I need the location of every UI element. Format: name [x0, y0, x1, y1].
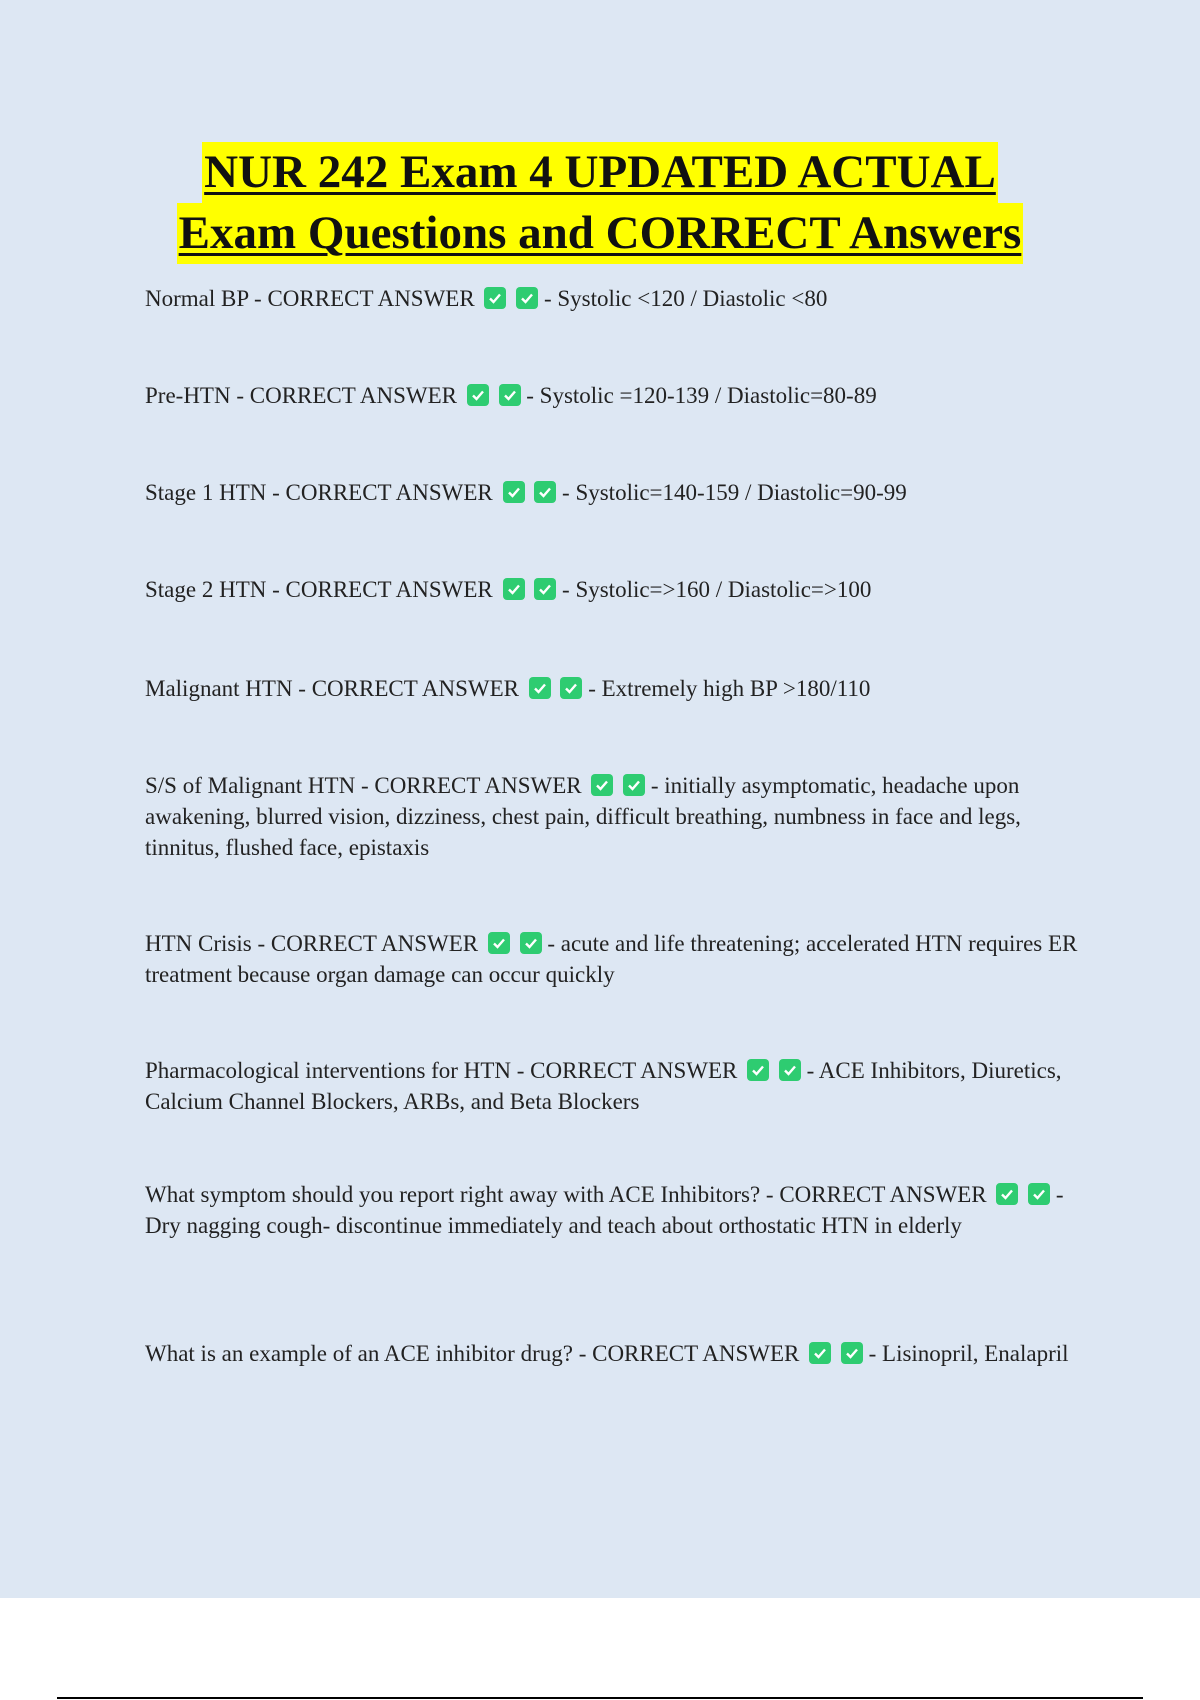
qa-item	[145, 770, 1090, 863]
check-mark-icon	[516, 287, 538, 309]
answer-text: - Systolic=140-159 / Diastolic=90-99	[562, 480, 907, 505]
answer-text: - Systolic <120 / Diastolic <80	[543, 286, 828, 311]
qa-item	[145, 928, 1090, 990]
answer-text: - Systolic=>160 / Diastolic=>100	[562, 577, 872, 602]
qa-item	[145, 673, 1090, 704]
check-mark-icon	[534, 481, 556, 503]
question-text: Malignant HTN - CORRECT ANSWER	[145, 676, 519, 701]
answer-text: - ACE Inhibitors, Diuretics, Calcium Channel Blockers, ARBs, and Beta Blockers	[145, 1058, 1062, 1114]
check-mark-icon	[591, 774, 613, 796]
check-mark-icon	[841, 1342, 863, 1364]
qa-item	[145, 283, 1090, 314]
check-mark-icon	[560, 677, 582, 699]
question-text: Stage 1 HTN - CORRECT ANSWER	[145, 480, 493, 505]
qa-item	[145, 380, 1090, 411]
check-mark-icon	[467, 384, 489, 406]
qa-item	[145, 574, 1090, 605]
qa-item	[145, 1179, 1090, 1241]
title-line-2: Exam Questions and CORRECT Answers	[177, 203, 1024, 264]
qa-item	[145, 1338, 1090, 1369]
check-mark-icon	[484, 287, 506, 309]
answer-text: - initially asymptomatic, headache upon awakening, blurred vision, dizziness, chest pain, difficult breathing, numbness in face and legs, tinnitus, flushed face, epistaxis	[145, 773, 1021, 860]
check-mark-icon	[503, 578, 525, 600]
check-mark-icon	[747, 1059, 769, 1081]
check-mark-icon	[623, 774, 645, 796]
answer-text: - Systolic =120-139 / Diastolic=80-89	[526, 383, 877, 408]
qa-item	[145, 477, 1090, 508]
question-text: Pre-HTN - CORRECT ANSWER	[145, 383, 457, 408]
footer-rule	[57, 1697, 1143, 1699]
question-text: S/S of Malignant HTN - CORRECT ANSWER	[145, 773, 582, 798]
check-mark-icon	[488, 932, 510, 954]
qa-item	[145, 1055, 1090, 1117]
document-title	[0, 142, 1200, 264]
check-mark-icon	[809, 1342, 831, 1364]
title-line-1: NUR 242 Exam 4 UPDATED ACTUAL	[202, 142, 998, 203]
answer-text: - Extremely high BP >180/110	[588, 676, 871, 701]
check-mark-icon	[503, 481, 525, 503]
answer-text: - Lisinopril, Enalapril	[868, 1341, 1069, 1366]
check-mark-icon	[499, 384, 521, 406]
answer-text: - Dry nagging cough- discontinue immediately and teach about orthostatic HTN in elderly	[145, 1182, 1064, 1238]
question-text: What is an example of an ACE inhibitor drug? - CORRECT ANSWER	[145, 1341, 800, 1366]
question-text: Stage 2 HTN - CORRECT ANSWER	[145, 577, 493, 602]
question-text: What symptom should you report right away with ACE Inhibitors? - CORRECT ANSWER	[145, 1182, 987, 1207]
check-mark-icon	[529, 677, 551, 699]
answer-text: - acute and life threatening; accelerated HTN requires ER treatment because organ damage can occur quickly	[145, 931, 1078, 987]
check-mark-icon	[996, 1183, 1018, 1205]
question-text: Normal BP - CORRECT ANSWER	[145, 286, 475, 311]
question-text: Pharmacological interventions for HTN - CORRECT ANSWER	[145, 1058, 738, 1083]
check-mark-icon	[534, 578, 556, 600]
question-text: HTN Crisis - CORRECT ANSWER	[145, 931, 479, 956]
check-mark-icon	[1028, 1183, 1050, 1205]
check-mark-icon	[520, 932, 542, 954]
check-mark-icon	[779, 1059, 801, 1081]
